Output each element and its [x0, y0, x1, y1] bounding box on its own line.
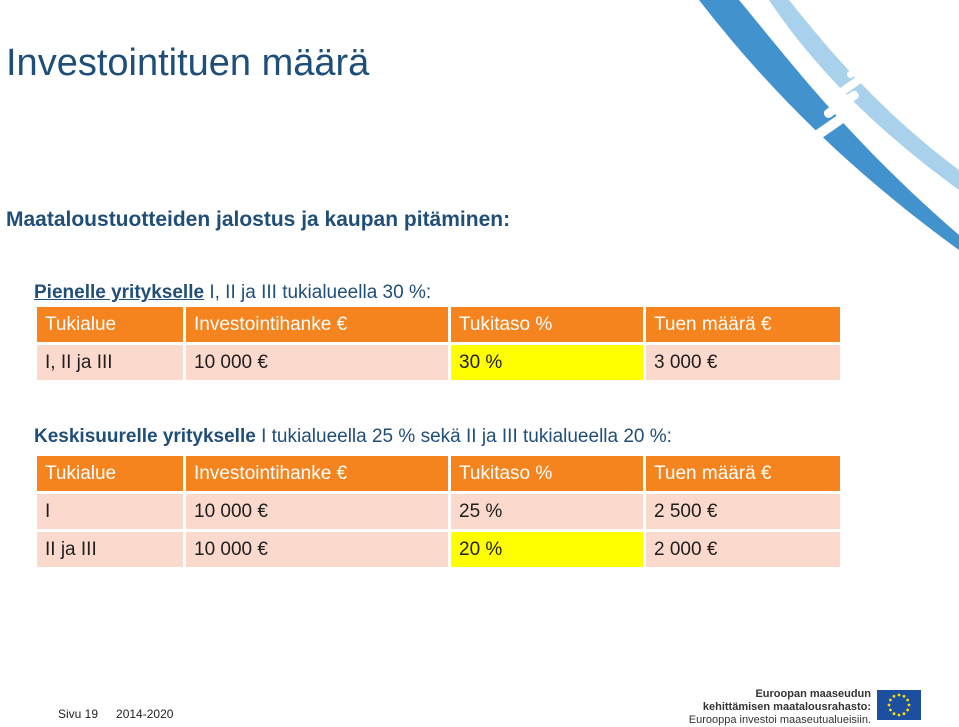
- table-cell: I: [37, 494, 183, 529]
- table-cell: 3 000 €: [646, 345, 840, 380]
- column-header-investointihanke: Investointihanke €: [186, 307, 448, 342]
- column-header-tukitaso: Tukitaso %: [451, 456, 643, 491]
- footer-left: [58, 707, 173, 721]
- table-cell: 10 000 €: [186, 494, 448, 529]
- table-cell: 2 000 €: [646, 532, 840, 567]
- table-header-row: [37, 456, 840, 491]
- medium-enterprise-table: [34, 453, 843, 570]
- medium-enterprise-heading-bold: Keskisuurelle yritykselle: [34, 426, 256, 447]
- column-header-tukialue: Tukialue: [37, 456, 183, 491]
- eu-text-line-3: Eurooppa investoi maaseutualueisiin.: [688, 714, 871, 726]
- column-header-investointihanke: Investointihanke €: [186, 456, 448, 491]
- table-cell: 10 000 €: [186, 345, 448, 380]
- column-header-tuen-maara: Tuen määrä €: [646, 456, 840, 491]
- eu-text-line-2: kehittämisen maatalousrahasto:: [702, 701, 871, 713]
- medium-enterprise-heading: [34, 426, 672, 448]
- eu-text-line-1: Euroopan maaseudun: [755, 688, 871, 700]
- table-row: [37, 532, 840, 567]
- table-header-row: [37, 307, 840, 342]
- eu-funding-text: [689, 688, 871, 727]
- column-header-tukialue: Tukialue: [37, 307, 183, 342]
- column-header-tukitaso: Tukitaso %: [451, 307, 643, 342]
- small-enterprise-table: [34, 304, 843, 383]
- page-number: Sivu 19: [58, 707, 99, 721]
- table-cell-highlighted: 20 %: [451, 532, 643, 567]
- eu-flag-icon: [877, 690, 921, 720]
- table-row: [37, 345, 840, 380]
- table-cell: 2 500 €: [646, 494, 840, 529]
- medium-enterprise-heading-rest: I tukialueella 25 % sekä II ja III tukialueella 20 %:: [255, 426, 672, 447]
- table-row: [37, 494, 840, 529]
- small-enterprise-heading-rest: I, II ja III tukialueella 30 %:: [204, 282, 432, 303]
- decorative-wave-graphic: [699, 0, 959, 250]
- table-cell: II ja III: [37, 532, 183, 567]
- program-period: 2014-2020: [116, 707, 174, 721]
- table-cell: I, II ja III: [37, 345, 183, 380]
- table-cell-highlighted: 30 %: [451, 345, 643, 380]
- column-header-tuen-maara: Tuen määrä €: [646, 307, 840, 342]
- table-cell: 10 000 €: [186, 532, 448, 567]
- small-enterprise-heading: [34, 282, 431, 304]
- slide-subtitle: Maataloustuotteiden jalostus ja kaupan pitäminen:: [6, 208, 511, 231]
- table-cell: 25 %: [451, 494, 643, 529]
- small-enterprise-heading-bold: Pienelle yritykselle: [34, 282, 205, 303]
- slide-title: Investointituen määrä: [6, 42, 370, 84]
